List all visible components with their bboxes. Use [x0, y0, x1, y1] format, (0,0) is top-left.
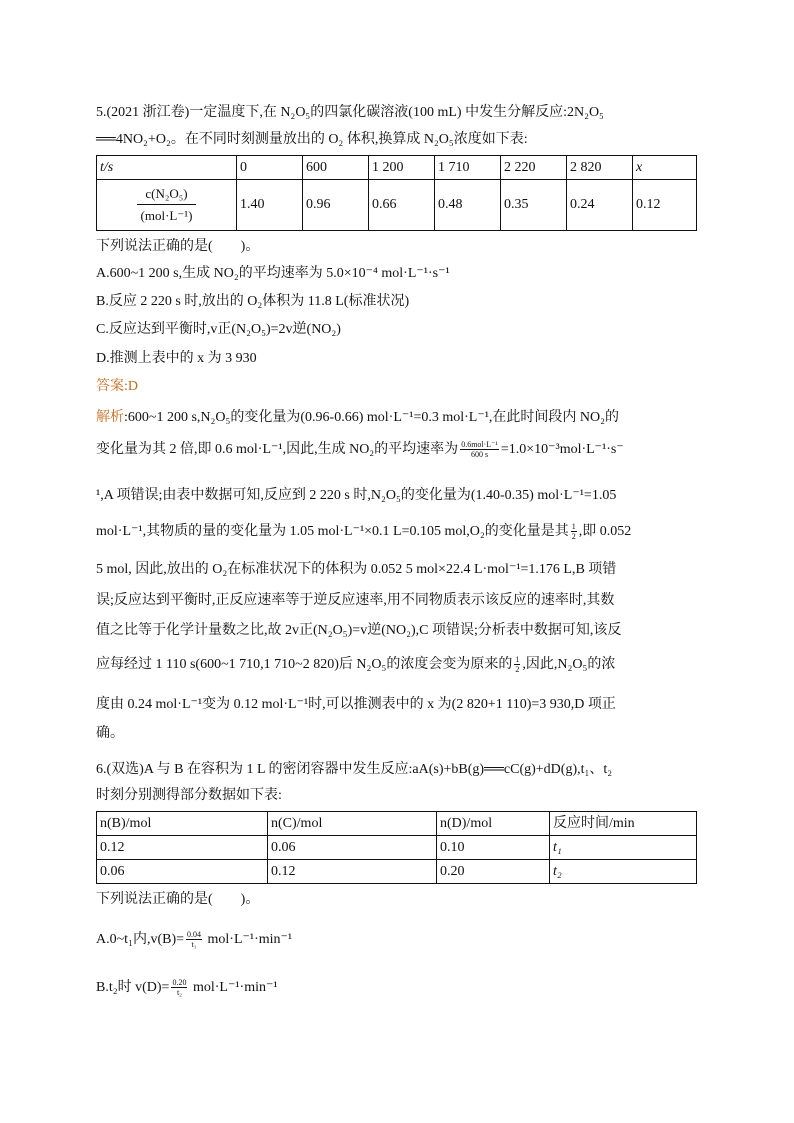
q5-stem-line1: 5.(2021 浙江卷)一定温度下,在 N₂O₅的四氯化碳溶液(100 mL) 中发生分解反应:2N₂O₅	[96, 105, 604, 120]
q6-cell: 0.06	[97, 860, 268, 884]
q6-header-cell: 反应时间/min	[550, 812, 697, 836]
q5-conc-cell: 0.12	[633, 180, 697, 231]
half-fraction	[514, 655, 520, 674]
analysis-line: 误;反应达到平衡时,正反应速率等于逆反应速率,用不同物质表示该反应的速率时,其数	[96, 593, 615, 608]
fraction-denominator: 2	[515, 665, 520, 675]
q6-cell: 0.12	[97, 836, 268, 860]
q5-option-a: A.600~1 200 s,生成 NO₂的平均速率为 5.0×10⁻⁴ mol·L⁻¹·s⁻¹	[96, 266, 450, 281]
q5-option-d: D.推测上表中的 x 为 3 930	[96, 351, 257, 366]
option-a-fraction	[186, 930, 202, 949]
q6-cell: 0.12	[268, 860, 437, 884]
analysis-text: 应每经过 1 110 s(600~1 710,1 710~2 820)后 N₂O₅的浓度会变为原来的	[96, 657, 513, 672]
option-text: B.t₂时 v(D)=	[96, 980, 170, 995]
q5-conc-header-den: (mol·L⁻¹)	[140, 207, 193, 223]
q6-header-cell: n(B)/mol	[97, 812, 268, 836]
q6-cell: t₁	[550, 836, 697, 860]
q6-header-cell: n(C)/mol	[268, 812, 437, 836]
q6-cell: 0.20	[437, 860, 550, 884]
option-b-fraction	[171, 978, 187, 997]
q6-cell: t₂	[550, 860, 697, 884]
fraction-denominator: 2	[571, 532, 576, 542]
q5-time-cell: 0	[237, 156, 303, 180]
q6-header-cell: n(D)/mol	[437, 812, 550, 836]
analysis-line	[96, 655, 696, 675]
analysis-text: 变化量为其 2 倍,即 0.6 mol·L⁻¹,因此,生成 NO₂的平均速率为	[96, 442, 459, 457]
q5-data-table	[96, 155, 697, 231]
fraction-numerator: 1	[515, 655, 520, 665]
q5-conc-cell: 0.96	[303, 180, 369, 231]
analysis-text: ,因此,N₂O₅的浓	[522, 657, 616, 672]
analysis-line: ¹,A 项错误;由表中数据可知,反应到 2 220 s 时,N₂O₅的变化量为(1.40-0.35) mol·L⁻¹=1.05	[96, 488, 617, 503]
fraction-denominator: t₂	[176, 988, 182, 998]
q6-option-b	[96, 978, 696, 998]
q5-option-b: B.反应 2 220 s 时,放出的 O₂体积为 11.8 L(标准状况)	[96, 294, 410, 309]
q5-time-header: t/s	[97, 156, 237, 180]
answer-value: :D	[124, 379, 138, 394]
q5-stem-line2: ══4NO₂+O₂。在不同时刻测量放出的 O₂ 体积,换算成 N₂O₅浓度如下表:	[96, 132, 528, 147]
analysis-line	[96, 440, 696, 460]
analysis-line: 确。	[96, 726, 124, 741]
analysis-label: 解析	[96, 410, 124, 425]
analysis-text: =1.0×10⁻³mol·L⁻¹·s⁻	[500, 442, 624, 457]
analysis-text: :600~1 200 s,N₂O₅的变化量为(0.96-0.66) mol·L⁻¹=0.3 mol·L⁻¹,在此时间段内 NO₂的	[124, 410, 620, 425]
option-text: A.0~t₁内,v(B)=	[96, 932, 185, 947]
analysis-line: 度由 0.24 mol·L⁻¹变为 0.12 mol·L⁻¹时,可以推测表中的 x 为(2 820+1 110)=3 930,D 项正	[96, 697, 616, 712]
option-text: mol·L⁻¹·min⁻¹	[204, 932, 293, 947]
q6-cell: 0.10	[437, 836, 550, 860]
q6-cell: 0.06	[268, 836, 437, 860]
q6-option-a	[96, 930, 696, 950]
q5-answer	[96, 377, 696, 397]
q5-conc-header-num: c(N₂O₅)	[137, 185, 197, 205]
analysis-line	[96, 408, 696, 428]
q5-question: 下列说法正确的是( )。	[96, 239, 260, 254]
q6-stem-line2: 时刻分别测得部分数据如下表:	[96, 788, 282, 803]
q5-time-cell: 600	[303, 156, 369, 180]
fraction-numerator: 0.6mol·L⁻¹	[461, 440, 498, 450]
q5-option-c: C.反应达到平衡时,v正(N₂O₅)=2v逆(NO₂)	[96, 322, 341, 337]
q5-time-cell: x	[633, 156, 697, 180]
q5-conc-cell: 0.35	[501, 180, 567, 231]
q5-time-cell: 1 710	[435, 156, 501, 180]
q5-time-cell: 2 820	[567, 156, 633, 180]
option-text: mol·L⁻¹·min⁻¹	[189, 980, 278, 995]
q5-conc-cell: 0.24	[567, 180, 633, 231]
analysis-text: mol·L⁻¹,其物质的量的变化量为 1.05 mol·L⁻¹×0.1 L=0.105 mol,O₂的变化量是其	[96, 524, 569, 539]
fraction-numerator: 0.20	[172, 978, 187, 988]
q5-conc-header	[97, 180, 237, 231]
q6-data-table	[96, 811, 697, 884]
answer-label: 答案	[96, 379, 124, 394]
rate-fraction	[460, 440, 499, 459]
fraction-denominator: t₁	[191, 940, 197, 950]
q5-time-cell: 1 200	[369, 156, 435, 180]
analysis-text: ,即 0.052	[578, 524, 632, 539]
q5-time-cell: 2 220	[501, 156, 567, 180]
q5-conc-cell: 1.40	[237, 180, 303, 231]
q6-question: 下列说法正确的是( )。	[96, 892, 260, 907]
analysis-line: 值之比等于化学计量数之比,故 2v正(N₂O₅)=v逆(NO₂),C 项错误;分析表中数据可知,该反	[96, 623, 622, 638]
analysis-line: 5 mol, 因此,放出的 O₂在标准状况下的体积为 0.052 5 mol×22.4 L·mol⁻¹=1.176 L,B 项错	[96, 562, 617, 577]
fraction-numerator: 1	[571, 522, 576, 532]
q6-stem-line1: 6.(双选)A 与 B 在容积为 1 L 的密闭容器中发生反应:aA(s)+bB(g)══cC(g)+dD(g),t₁、t₂	[96, 762, 613, 777]
fraction-numerator: 0.04	[187, 930, 202, 940]
q5-conc-cell: 0.48	[435, 180, 501, 231]
q5-conc-cell: 0.66	[369, 180, 435, 231]
fraction-denominator: 600 s	[470, 450, 489, 460]
analysis-line	[96, 522, 696, 542]
half-fraction	[571, 522, 577, 541]
